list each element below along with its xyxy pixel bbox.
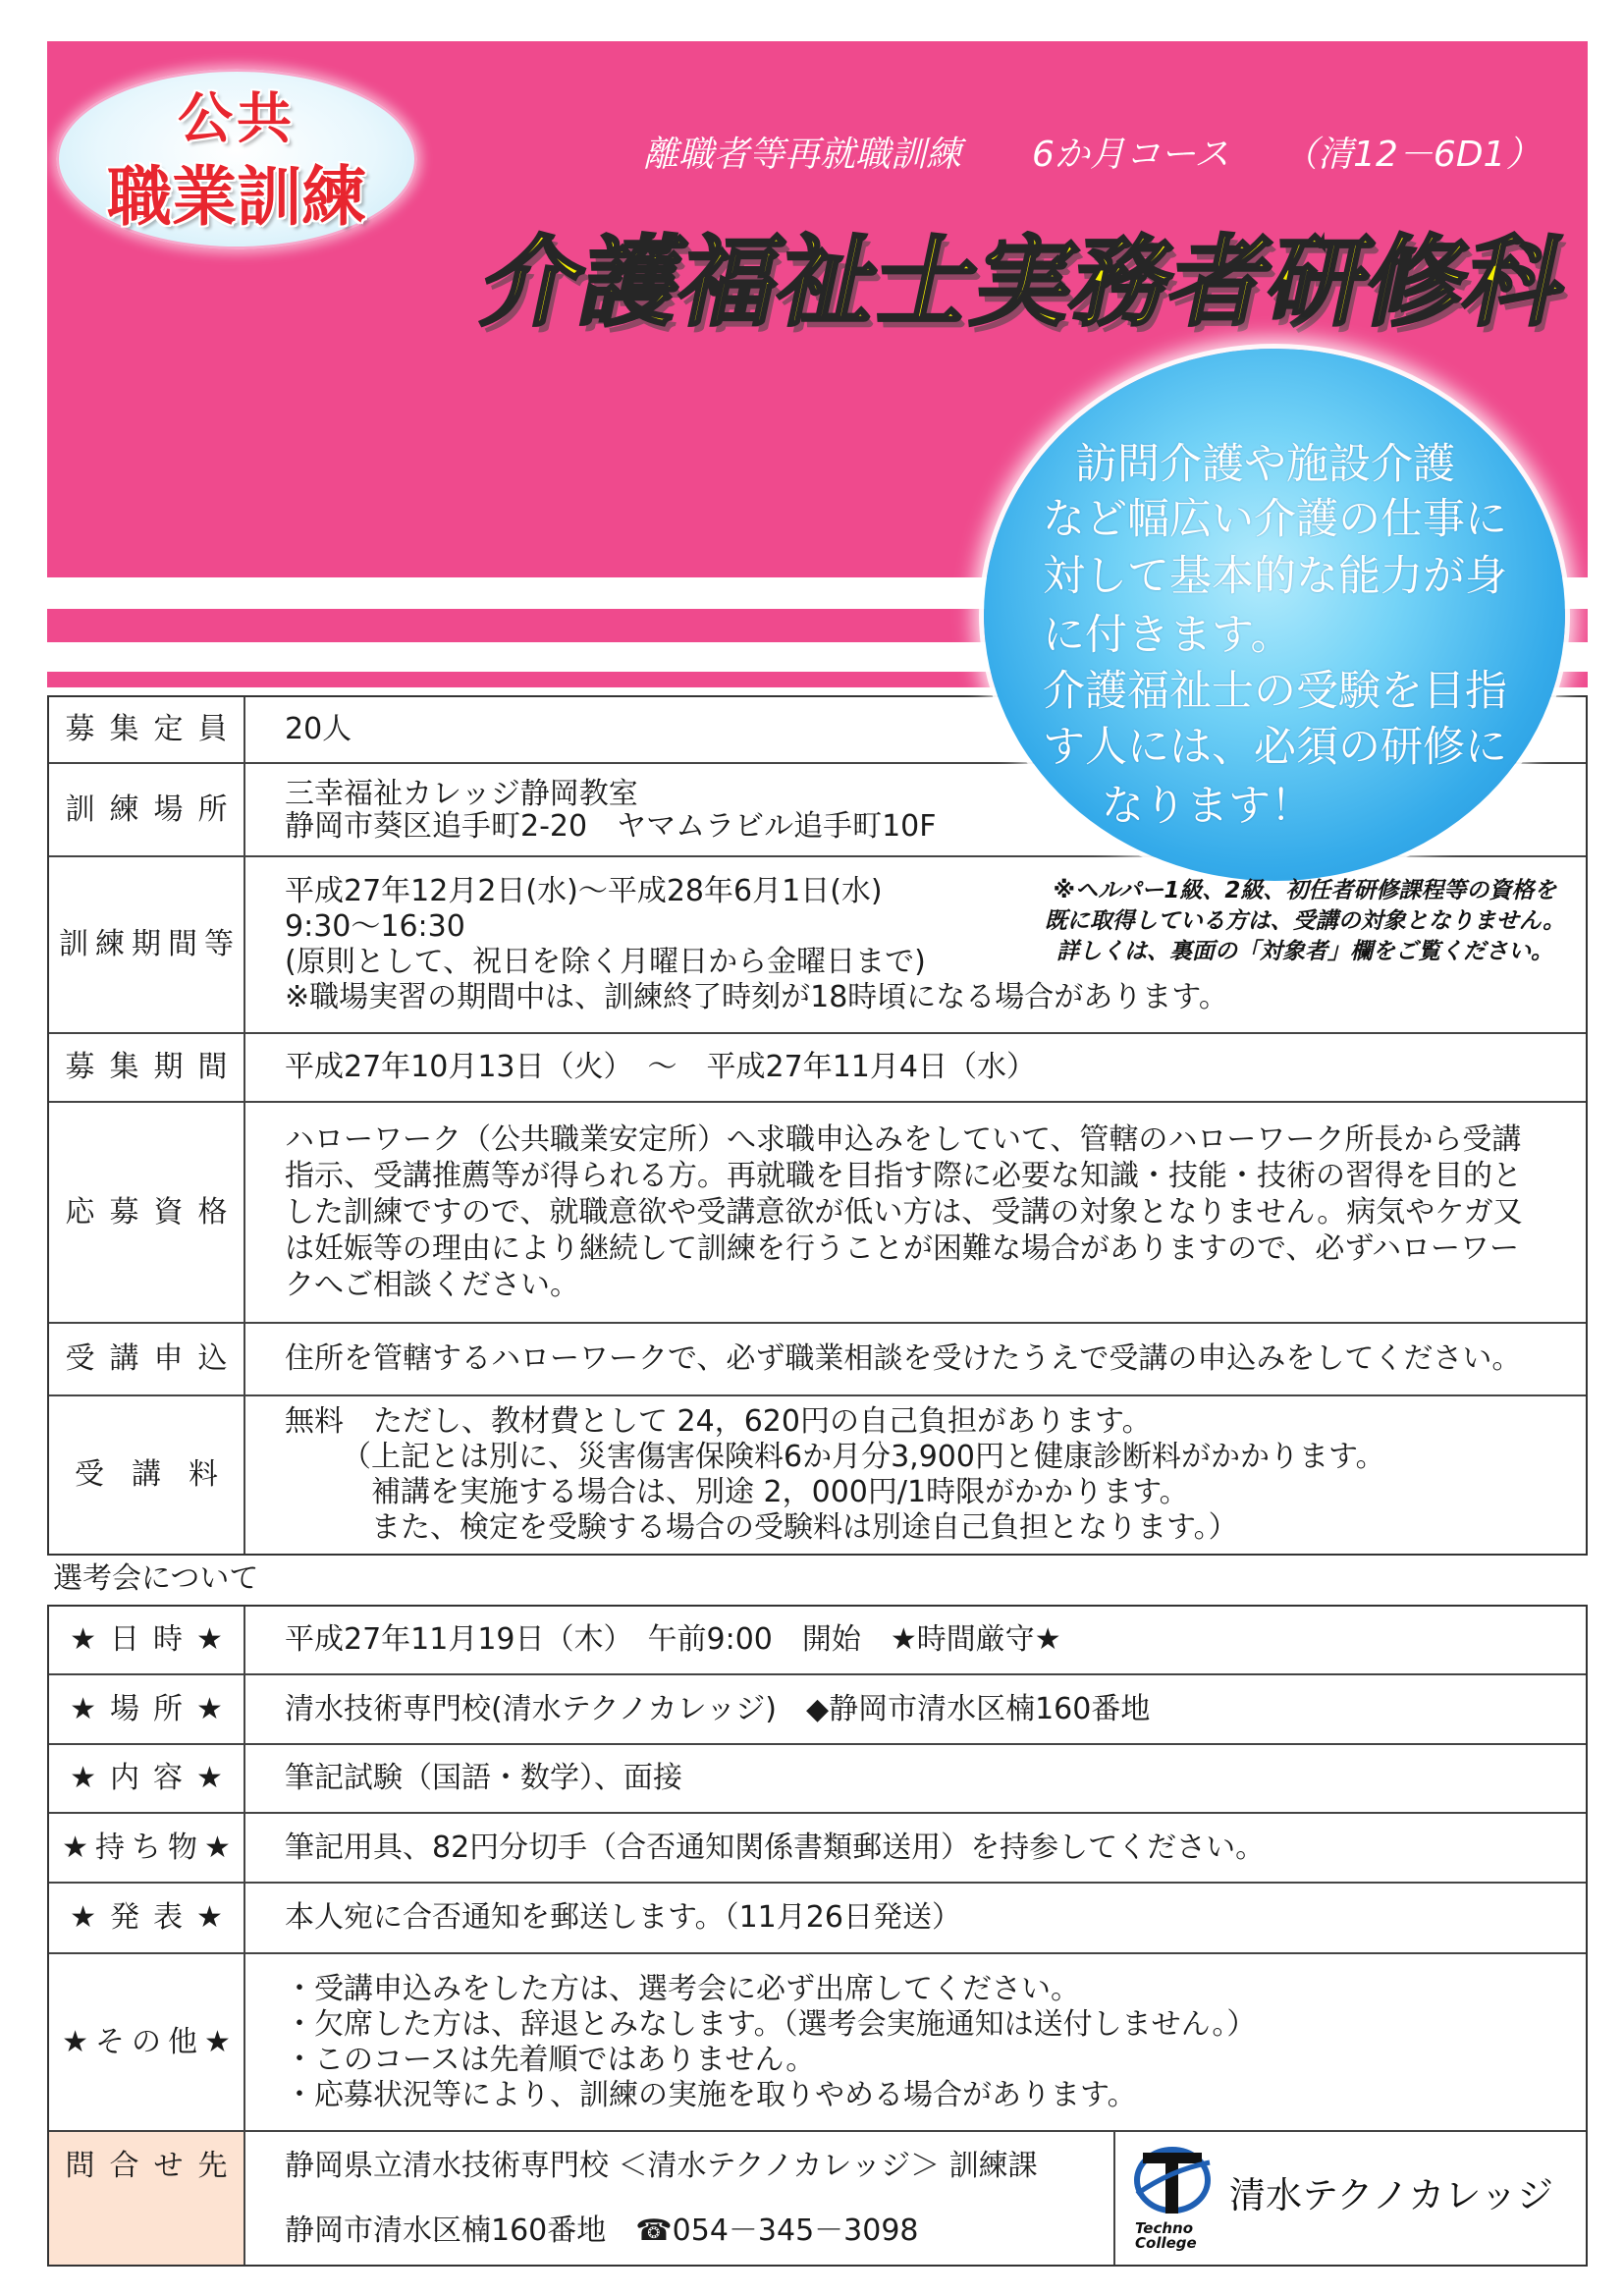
row-label-text: ★場所★ [70,1691,237,1726]
row-label [49,2132,245,2265]
row-label [49,1396,245,1554]
row-value-line: 平成27年11月19日（木） 午前9:00 開始 ★時間厳守★ [285,1622,1061,1657]
row-value-line: 9:30～16:30 [285,909,465,944]
row-value-line: ・受講申込みをした方は、選考会に必ず出席してください。 [285,1971,1080,2006]
techno-college-logo-icon [1131,2141,1214,2251]
row-label [49,764,245,855]
row-recruitment-period [49,1034,1586,1103]
row-value-line: 補講を実施する場合は、別途 2，000円/1時限がかかります。 [371,1475,1189,1509]
selection-info-table [47,1605,1588,2267]
public-training-badge [56,69,417,249]
row-value [245,1607,1586,1673]
logo-t-stem [1165,2153,1178,2214]
row-application [49,1324,1586,1396]
row-value [245,1034,1586,1101]
callout-line: に付きます。 [1043,611,1293,660]
row-label [49,1954,245,2130]
row-announcement [49,1884,1586,1954]
row-value [245,1884,1586,1952]
row-value-line: ・このコースは先着順ではありません。 [285,2042,816,2077]
row-value [245,1745,1586,1812]
badge-line1: 公共 [178,87,296,151]
row-belongings [49,1814,1586,1884]
row-label-text: 応募資格 [65,1194,243,1230]
row-value [245,1814,1586,1882]
callout-line: など幅広い介護の仕事に [1043,495,1507,544]
row-value [245,1954,1586,2130]
row-label-text: 募集定員 [65,712,243,746]
contact-value [245,2132,1586,2265]
row-label [49,1324,245,1394]
row-label-text: ★日時★ [70,1622,237,1657]
row-value-line: 20人 [285,712,352,746]
eligibility-note [1036,876,1574,967]
row-value-line: 三幸福祉カレッジ静岡教室 [285,776,638,811]
row-value-line: 静岡市葵区追手町2-20 ヤマムラビル追手町10F [285,808,937,844]
phone-icon: ☎ [635,2213,673,2248]
row-value-line: 平成27年12月2日(水)～平成28年6月1日(水) [285,874,883,908]
college-logo [1113,2132,1586,2265]
note-line: 詳しくは、裏面の「対象者」欄をご覧ください。 [1056,939,1553,964]
row-label-text: 訓練期間等 [59,927,241,961]
row-eligibility [49,1103,1586,1324]
row-label [49,857,245,1032]
row-value-line: クへご相談ください。 [285,1268,579,1302]
row-value-line: 筆記用具、82円分切手（合否通知関係書類郵送用）を持参してください。 [285,1830,1266,1865]
row-label-text: 募集期間 [65,1050,243,1084]
row-value [245,1103,1586,1322]
row-value-line: また、検定を受験する場合の受験料は別途自己負担となります。） [371,1510,1238,1545]
logo-mark-line2: College [1135,2234,1197,2251]
row-label [49,1814,245,1882]
row-value [245,1324,1586,1394]
row-label-text: 訓練場所 [65,792,243,827]
row-value-line: 筆記試験（国語・数学）、面接 [285,1761,682,1795]
row-label [49,1675,245,1743]
note-line: ※ヘルパー1級、2級、初任者研修課程等の資格を [1053,878,1557,903]
row-label [49,1745,245,1812]
row-label-text: ★持ち物★ [62,1830,238,1865]
row-other [49,1954,1586,2132]
row-label [49,1607,245,1673]
row-fee [49,1396,1586,1554]
contact-address-line [285,2199,1113,2264]
course-subtitle: 離職者等再就職訓練 6か月コース （清12－6D1） [643,135,1542,175]
callout-line: 介護福祉士の受験を目指 [1043,667,1507,716]
logo-name: 清水テクノカレッジ [1229,2174,1554,2216]
row-value-line: した訓練ですので、就職意欲や受講意欲が低い方は、受講の対象となりません。病気やケガ又 [285,1195,1523,1230]
selection-heading: 選考会について [53,1561,259,1596]
contact-details [245,2132,1113,2265]
row-value-line: (原則として、祝日を除く月曜日から金曜日まで) [285,945,926,979]
row-value-line: 指示、受講推薦等が得られる方。再就職を目指す際に必要な知識・技能・技術の習得を目的と [285,1159,1522,1193]
row-contact [49,2132,1586,2265]
row-value [245,857,1586,1032]
row-label [49,1884,245,1952]
row-label [49,697,245,762]
row-label-text: 受講申込 [65,1341,243,1376]
badge-line2: 職業訓練 [107,159,366,235]
callout-line: す人には、必須の研修に [1043,723,1507,772]
callout-line: 訪問介護や施設介護 [1075,440,1455,489]
contact-address: 静岡市清水区楠160番地 [285,2213,607,2248]
row-label-text: ★内容★ [70,1761,237,1795]
row-value [245,1675,1586,1743]
row-label-text: 受講料 [75,1457,245,1492]
row-value-line: ・欠席した方は、辞退とみなします。（選考会実施通知は送付しません。） [285,2006,1257,2042]
row-value-line: 清水技術専門校(清水テクノカレッジ) ◆静岡市清水区楠160番地 [285,1691,1151,1726]
course-title: 介護福祉士実務者研修科 [472,225,1578,340]
contact-phone: 054－345－3098 [672,2213,919,2248]
row-value-line: は妊娠等の理由により継続して訓練を行うことが困難な場合がありますので、必ずハローワー [285,1231,1519,1266]
row-value-line: 無料 ただし、教材費として 24，620円の自己負担があります。 [285,1404,1152,1439]
spacer [606,2214,635,2248]
row-value-line: ・応募状況等により、訓練の実施を取りやめる場合があります。 [285,2077,1137,2112]
feature-callout-circle [984,349,1565,881]
row-date [49,1607,1586,1675]
logo-mark-line1: Techno [1135,2219,1194,2237]
row-value-line: （上記とは別に、災害傷害保険料6か月分3,900円と健康診断料がかかります。 [342,1440,1385,1474]
row-label-text: ★発表★ [70,1900,237,1935]
row-content [49,1745,1586,1814]
note-line: 既に取得している方は、受講の対象となりません。 [1044,908,1566,934]
row-value-line: ハローワーク（公共職業安定所）へ求職申込みをしていて、管轄のハローワーク所長から受講 [285,1122,1522,1157]
callout-line: なります！ [1102,782,1313,831]
row-period [49,857,1586,1034]
row-label [49,1034,245,1101]
row-label [49,1103,245,1322]
row-value-line: 本人宛に合否通知を郵送します。（11月26日発送） [285,1900,961,1935]
row-value [245,1396,1586,1554]
row-place [49,1675,1586,1745]
row-value-line: ※職場実習の期間中は、訓練終了時刻が18時頃になる場合があります。 [285,980,1228,1014]
row-label-text: 問合せ先 [65,2149,243,2183]
callout-line: 対して基本的な能力が身 [1043,552,1507,601]
row-label-text: ★その他★ [62,2024,238,2059]
row-value-line: 平成27年10月13日（火） ～ 平成27年11月4日（水） [285,1050,1036,1084]
row-value-line: 住所を管轄するハローワークで、必ず職業相談を受けたうえで受講の申込みをしてください。 [285,1341,1522,1376]
contact-organization: 静岡県立清水技術専門校 ＜清水テクノカレッジ＞ 訓練課 [285,2148,1038,2183]
